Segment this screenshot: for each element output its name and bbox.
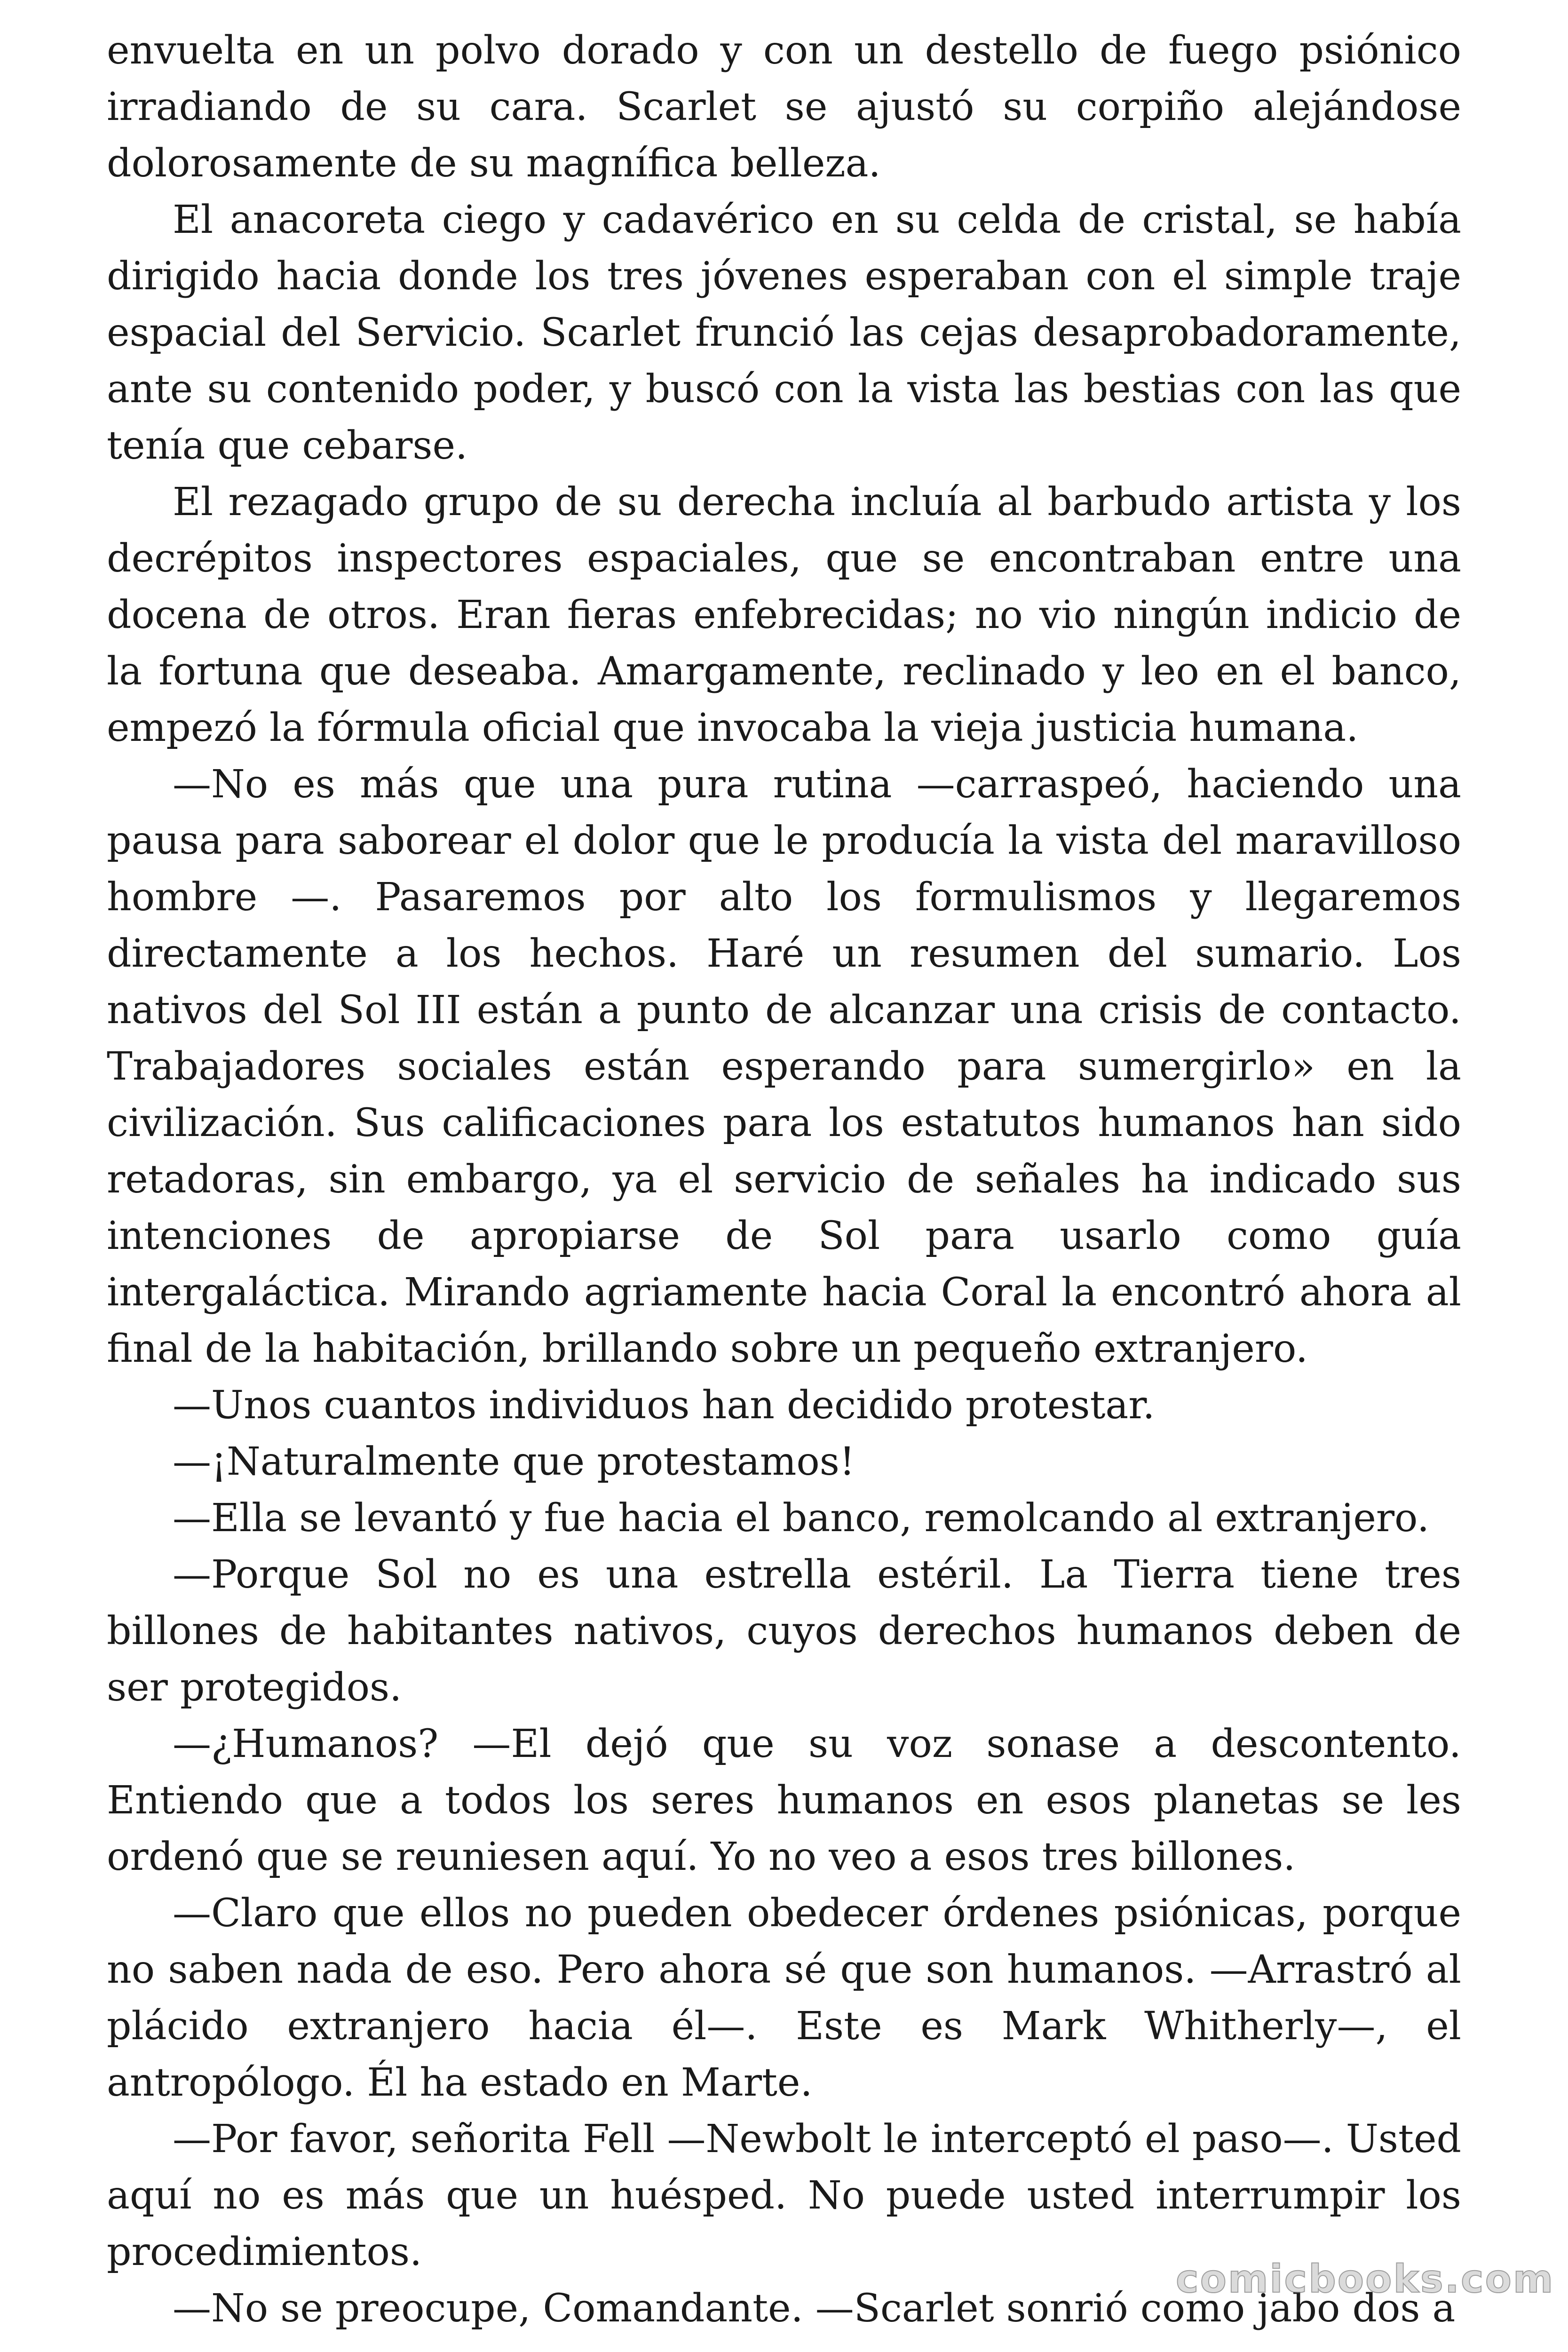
- paragraph: El rezagado grupo de su derecha incluía al barbudo artista y los decrépitos inspectores espaciales, que se encontraban entre una docena de otros. Eran fieras enfebrecidas; no vio ningún indicio de la fortuna que deseaba. Amargamente, reclinado y leo en el banco, empezó la fórmula oficial que invocaba la vieja justicia humana.: [107, 480, 1461, 750]
- paragraph: —¡Naturalmente que protestamos!: [173, 1439, 855, 1484]
- book-page-text: [107, 23, 1461, 2337]
- watermark: comicbooks.com: [1176, 2257, 1555, 2302]
- paragraph: El anacoreta ciego y cadavérico en su celda de cristal, se había dirigido hacia donde los tres jóvenes esperaban con el simple traje espacial del Servicio. Scarlet frunció las cejas desaprobadoramente, ante su contenido poder, y buscó con la vista las bestias con las que tenía que cebarse.: [107, 198, 1461, 468]
- paragraph: —Claro que ellos no pueden obedecer órdenes psiónicas, porque no saben nada de eso. Pero ahora sé que son humanos. —Arrastró al plácido extranjero hacia él—. Este es Mark Whitherly—, el antropólogo. Él ha estado en Marte.: [107, 1891, 1461, 2105]
- paragraph: —Porque Sol no es una estrella estéril. La Tierra tiene tres billones de habitantes nativos, cuyos derechos humanos deben de ser protegidos.: [107, 1552, 1461, 1710]
- paragraph: —No es más que una pura rutina —carraspeó, haciendo una pausa para saborear el dolor que le producía la vista del maravilloso hombre —. Pasaremos por alto los formulismos y llegaremos directamente a los hechos. Haré un resumen del sumario. Los nativos del Sol III están a punto de alcanzar una crisis de contacto. Trabajadores sociales están esperando para sumergirlo» en la civilización. Sus calificaciones para los estatutos humanos han sido retadoras, sin embargo, ya el servicio de señales ha indicado sus intenciones de apropiarse de Sol para usarlo como guía intergaláctica. Mirando agriamente hacia Coral la encontró ahora al final de la habitación, brillando sobre un pequeño extranjero.: [107, 762, 1461, 1371]
- paragraph: —¿Humanos? —El dejó que su voz sonase a descontento. Entiendo que a todos los seres humanos en esos planetas se les ordenó que se reuniesen aquí. Yo no veo a esos tres billones.: [107, 1722, 1461, 1879]
- paragraph: —Por favor, señorita Fell —Newbolt le interceptó el paso—. Usted aquí no es más que un huésped. No puede usted interrumpir los procedimientos.: [107, 2117, 1461, 2274]
- paragraph: —No se preocupe, Comandante. —Scarlet sonrió como jabo dos a: [173, 2286, 1456, 2331]
- paragraph: —Ella se levantó y fue hacia el banco, remolcando al extranjero.: [173, 1496, 1430, 1541]
- paragraph: —Unos cuantos individuos han decidido protestar.: [173, 1383, 1155, 1428]
- paragraph: envuelta en un polvo dorado y con un destello de fuego psiónico irradiando de su cara. Scarlet se ajustó su corpiño alejándose dolorosamente de su magnífica belleza.: [107, 28, 1461, 186]
